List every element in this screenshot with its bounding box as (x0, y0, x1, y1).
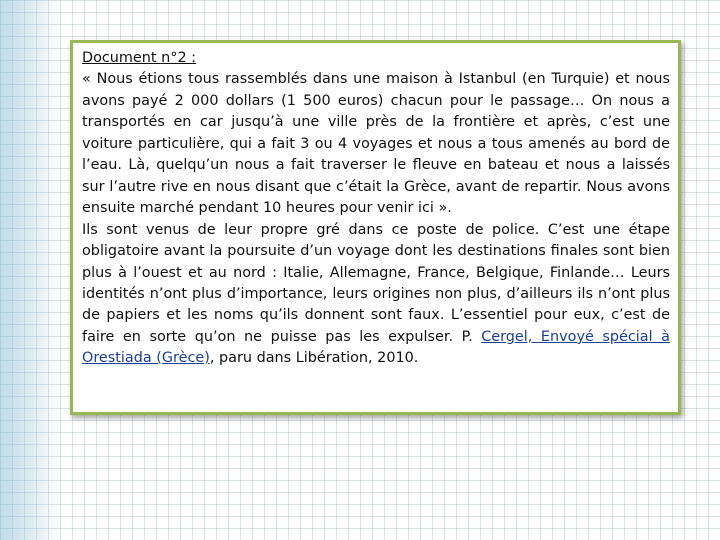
document-text (82, 48, 670, 370)
left-edge-gradient (0, 0, 60, 540)
body-paragraph (82, 220, 670, 370)
document-heading-line (82, 48, 670, 69)
body-paragraph-text: Ils sont venus de leur propre gré dans ce poste de police. C’est une étape obligatoire avant la poursuite d’un voyage dont les destinations finales sont bien plus à l’ouest et au nord : Italie, Allemagne, France, Belgique, Finlande… Leurs identités n’ont plus d’importance, leurs origines non plus, d’ailleurs ils n’ont plus de papiers et les noms qu’ils donnent sont faux. L’essentiel pour eux, c’est de faire en sorte qu’on ne puisse pas les expulser. P. (82, 221, 670, 345)
document-box (70, 40, 681, 415)
source-tail: , paru dans Libération, 2010. (209, 350, 419, 367)
quote-paragraph: « Nous étions tous rassemblés dans une maison à Istanbul (en Turquie) et nous avons payé 2 000 dollars (1 500 euros) chacun pour le passage… On nous a transportés en car jusqu’à une ville près de la frontière et après, c’est une voiture particulière, qui a fait 3 ou 4 voyages et nous a tous amenés au bord de l’eau. Là, quelqu’un nous a fait traverser le fleuve en bateau et nous a laissés sur l’autre rive en nous disant que c’était la Grèce, avant de repartir. Nous avons ensuite marché pendant 10 heures pour venir ici ». (82, 71, 670, 217)
source-link[interactable]: Cergel, Envoyé spécial à Orestiada (Grèce) (82, 328, 670, 367)
document-heading: Document n°2 : (82, 50, 197, 66)
